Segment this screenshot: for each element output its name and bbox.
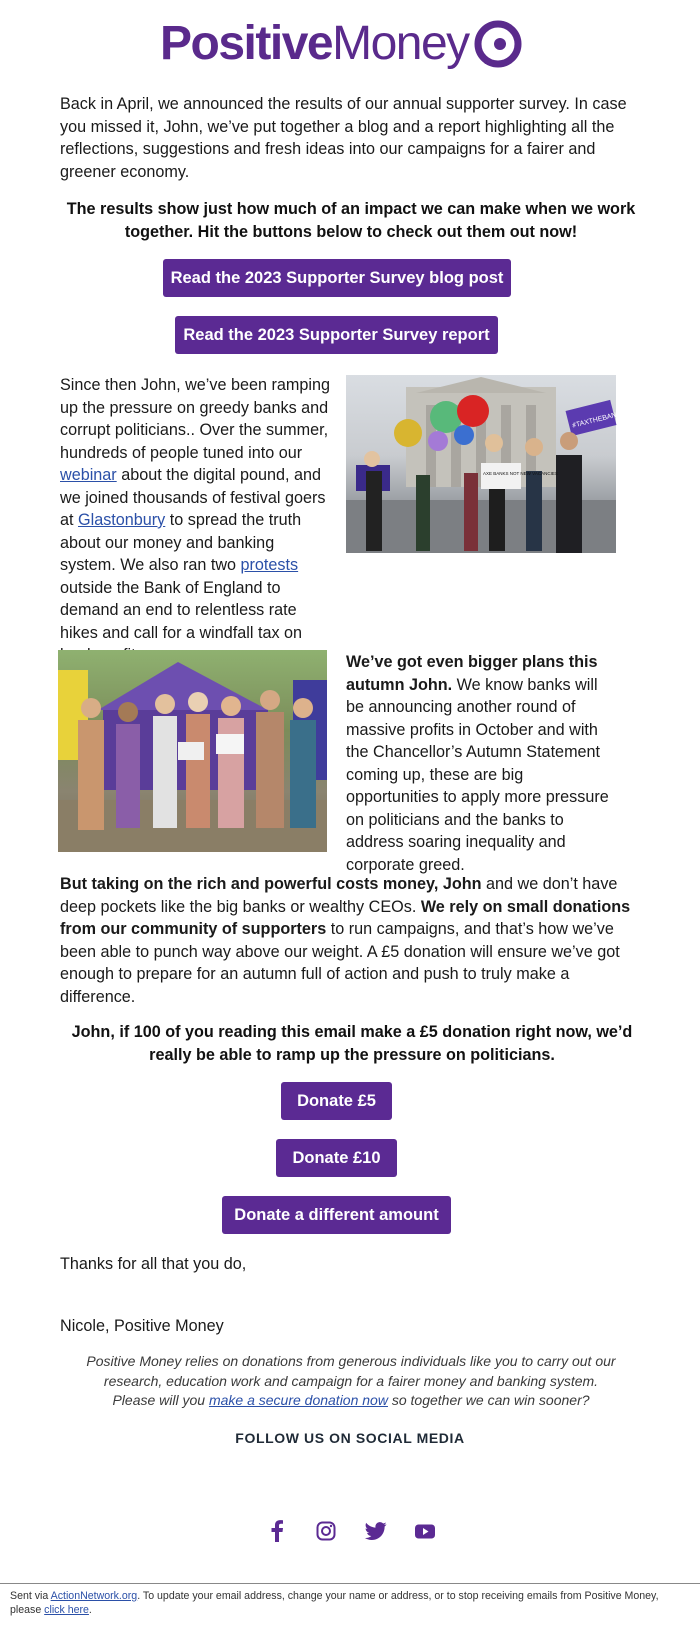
donate-other-amount-button[interactable]: Donate a different amount xyxy=(222,1196,451,1234)
twitter-icon[interactable] xyxy=(362,1517,390,1545)
secure-donation-link[interactable]: make a secure donation now xyxy=(208,1392,388,1408)
footer-divider xyxy=(0,1583,700,1584)
campaign-update-text-1: Since then John, we’ve been ramping up the pressure on greedy banks and corrupt politicians.. Over the summer, hundreds of people tuned into our xyxy=(60,376,330,462)
results-heading: The results show just how much of an impact we can make when we work together. Hit the buttons below to check out them out now! xyxy=(66,200,636,241)
appeal-bold-2: We rely on small donations from our community of supporters xyxy=(60,897,631,938)
follow-us-heading: FOLLOW US ON SOCIAL MEDIA xyxy=(235,1430,465,1446)
sent-middle: . To update your email address, change your name or address, or to stop receiving emails from Positive Money, please xyxy=(10,1590,659,1616)
campaign-update-text-2: about the digital pound, and we joined thousands of festival goers at xyxy=(60,466,326,529)
sent-via-footer xyxy=(10,1589,690,1617)
protest-scene-illustration xyxy=(346,375,627,553)
glastonbury-link[interactable]: Glastonbury xyxy=(78,511,166,529)
donation-appeal-paragraph xyxy=(60,873,642,1008)
logo-mark-icon xyxy=(473,19,523,69)
unsubscribe-link[interactable]: click here xyxy=(44,1604,89,1616)
sent-suffix: . xyxy=(88,1604,92,1616)
festival-scene-illustration xyxy=(58,650,327,852)
positive-money-logo[interactable] xyxy=(160,16,540,72)
signature: Nicole, Positive Money xyxy=(60,1317,224,1335)
appeal-text-2: to run campaigns, and that’s how we’ve been able to punch way above our weight. A £5 donation will ensure we’ve got enough to prepare for an autumn full of action and push to truly make a difference. xyxy=(60,920,620,1006)
facebook-icon[interactable] xyxy=(263,1517,291,1545)
footer-note-line-1: Positive Money relies on donations from generous individuals like you to carry out our research, education work and campaign for a fairer money and banking system. xyxy=(86,1353,616,1389)
campaign-update-text-3: to spread the truth about our money and banking system. We also ran two xyxy=(60,511,302,574)
sent-prefix: Sent via xyxy=(10,1590,51,1602)
bank-of-england-protest-photo xyxy=(346,375,627,553)
donation-ask-heading: John, if 100 of you reading this email make a £5 donation right now, we’d really be able to ramp up the pressure on politicians. xyxy=(71,1023,633,1064)
read-report-button[interactable]: Read the 2023 Supporter Survey report xyxy=(175,316,498,354)
taxthebanks-sign: #TAXTHEBANKS xyxy=(571,409,627,430)
logo-word-money: Money xyxy=(332,17,469,70)
donate-5-button[interactable]: Donate £5 xyxy=(281,1082,392,1120)
social-links xyxy=(263,1517,439,1545)
footer-note-line-2b: so together we can win sooner? xyxy=(387,1392,590,1408)
logo-word-positive: Positive xyxy=(160,17,333,70)
thanks-line: Thanks for all that you do, xyxy=(60,1255,247,1273)
donation-footer-note xyxy=(60,1352,642,1411)
campaign-update-paragraph xyxy=(60,374,332,667)
protest-placard: AXE BANKS NOT NEW VACANCIES xyxy=(483,471,558,476)
appeal-bold-1: But taking on the rich and powerful costs money, John xyxy=(60,875,482,893)
autumn-plans-text: We know banks will be announcing another round of massive profits in October and with the Chancellor’s Autumn Statement coming up, these are big opportunities to apply more pressure on politicians and the banks to address soaring inequality and corporate greed. xyxy=(346,675,609,874)
autumn-plans-bold: We’ve got even bigger plans this autumn John. xyxy=(346,653,598,694)
donate-10-button[interactable]: Donate £10 xyxy=(276,1139,397,1177)
protests-link[interactable]: protests xyxy=(240,556,299,574)
actionnetwork-link[interactable]: ActionNetwork.org xyxy=(50,1590,138,1602)
read-blog-button[interactable]: Read the 2023 Supporter Survey blog post xyxy=(163,259,511,297)
appeal-text-1: and we don’t have deep pockets like the big banks or wealthy CEOs. xyxy=(60,875,618,916)
footer-note-line-2a: Please will you xyxy=(112,1392,209,1408)
youtube-icon[interactable] xyxy=(411,1517,439,1545)
webinar-link[interactable]: webinar xyxy=(60,466,117,484)
glastonbury-festival-photo xyxy=(58,650,327,852)
instagram-icon[interactable] xyxy=(312,1517,340,1545)
intro-paragraph: Back in April, we announced the results of our annual supporter survey. In case you missed it, John, we’ve put together a blog and a report highlighting all the reflections, suggestions and fresh ideas into our campaigns for a fairer and greener economy. xyxy=(60,95,627,181)
campaign-update-text-4: outside the Bank of England to demand an end to relentless rate hikes and call for a windfall tax on xyxy=(60,578,303,642)
autumn-plans-paragraph xyxy=(346,651,616,876)
